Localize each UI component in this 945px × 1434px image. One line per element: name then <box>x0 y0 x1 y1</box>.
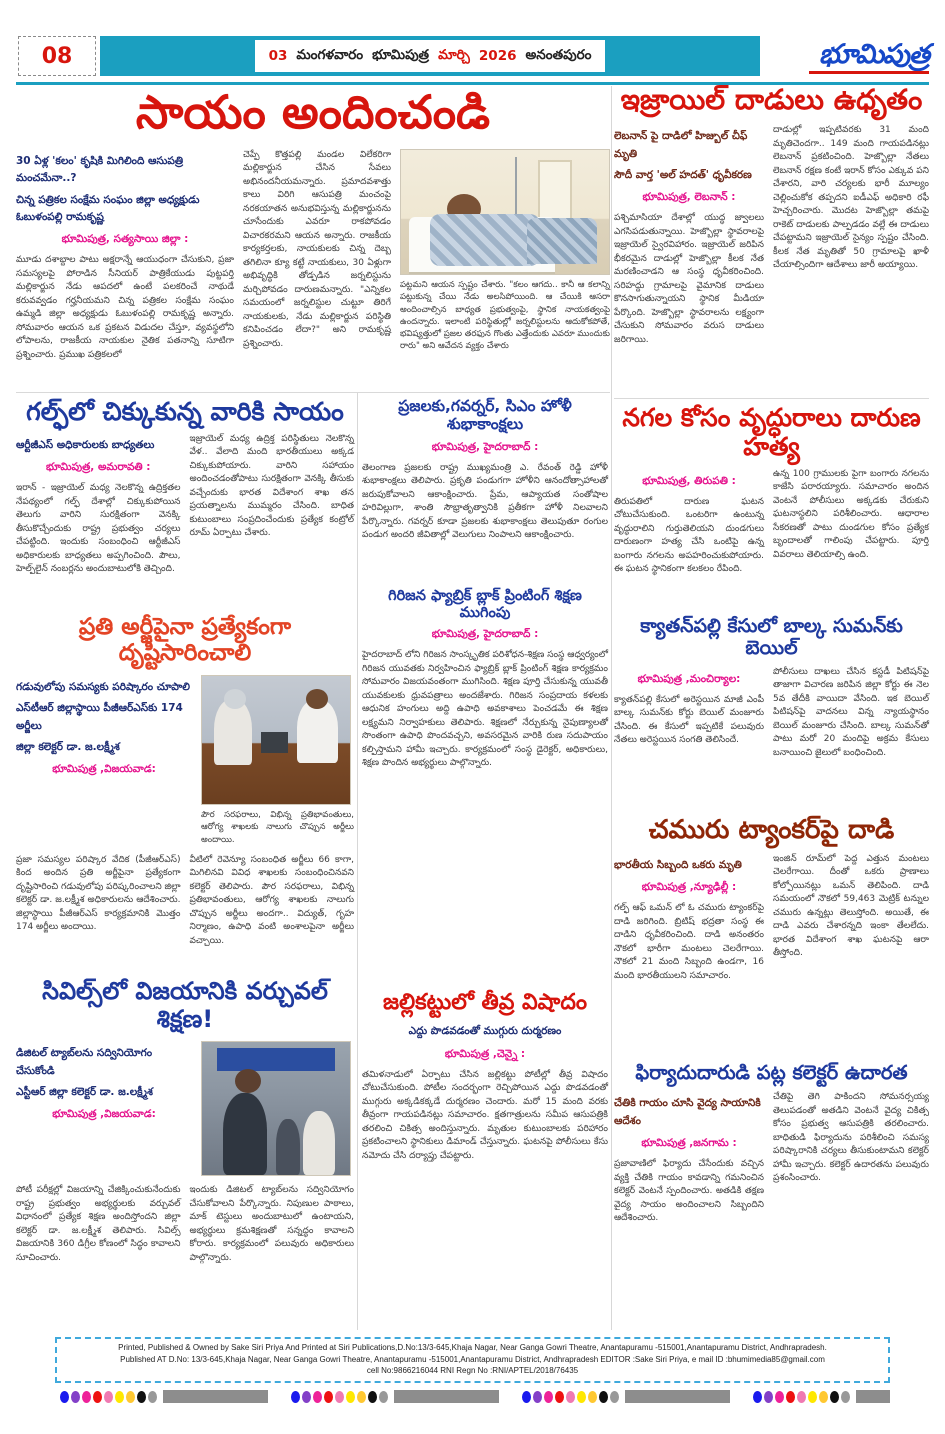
photo-detail <box>235 1069 261 1093</box>
article-civils-virtual-training <box>16 978 354 1328</box>
registration-dot <box>313 1391 322 1403</box>
registration-bar <box>163 1390 268 1403</box>
article-column <box>190 854 355 949</box>
registration-dot <box>82 1391 91 1403</box>
article-subhead: సౌదీ వార్త 'అల్ హదత్' ధృవీకరణ <box>614 168 752 181</box>
article-body: ప్రజా సమస్యల పరిష్కార వేదిక (పీజీఆర్ఎస్) కింద అందిన ప్రతి అర్జీపైనా ప్రత్యేకంగా దృష్టిసారించి గడువులోపు పరిష్కరించాలని జిల్లా కలెక్టర్ డా. జ.లక్ష్మీశ అధికారులను ఆదేశించారు. జిల్లాస్థాయి పీజీఆర్ఎస్ కార్యక్రమానికి మొత్తం 174 అర్జీలు అందాయి. <box>16 854 181 933</box>
photo-detail <box>527 218 597 264</box>
registration-dot <box>599 1391 608 1403</box>
article-body: చేతిపై తెగి పాకిందని సోమనర్సయ్య తెలుపడంతో అతడిని వెంటనే వైద్య చికిత్స కోసం ప్రభుత్వ ఆసుపత్రికి తరలించారు. బాధితుడి ఫిర్యాదును పరిశీలించి సమస్య పరిష్కారానికి చర్యలు తీసుకుంటామని కలెక్టర్ హామీ ఇచ్చారు. కలెక్టర్ ఉదారతను పలువురు ప్రశంసించారు. <box>773 1092 929 1184</box>
photo-detail <box>223 1093 267 1175</box>
registration-dot <box>830 1391 839 1403</box>
imprint-box <box>55 1337 890 1383</box>
hospital-patient-photo <box>400 149 610 275</box>
article-column <box>773 124 929 347</box>
article-body: ఉన్న 100 గ్రాములకు పైగా బంగారు నగలను కాజేసి పరారయ్యారు. సమాచారం అందిన వెంటనే పోలీసులు అక్కడకు చేరుకుని ఘటనాస్థలిని పరిశీలించారు. ఆధారాల సేకరణతో పాటు దుండగుల కోసం ప్రత్యేక బృందాలతో గాలింపు చేపట్టారు. పూర్తి వివరాలు తెలియాల్సి ఉంది. <box>773 468 929 560</box>
article-israel-attacks <box>614 84 929 390</box>
article-tribal-printing-training <box>362 588 608 966</box>
article-body: గల్ఫ్ ఆఫ్ ఒమన్ లో ఓ చమురు ట్యాంకర్‌పై దాడి జరిగింది. బ్రిటిష్ భద్రతా సంస్థ ఈ దాడిని ధృవీకరించింది. దాడి అనంతరం నౌకలో భారీగా మంటలు చెలరేగాయి. నౌకలో 21 మంది సిబ్బంది ఉండగా, 16 మంది భారతీయులని సమాచారం. <box>614 903 764 981</box>
photo-detail <box>430 214 540 266</box>
article-body: పశ్చిమాసియా దేశాల్లో యుద్ధ జ్వాలలు ఎగసిపడుతున్నాయి. హెజ్బొల్లా స్థావరాలపై ఇజ్రాయెల్ స్వైరవిహారం. ఇజ్రాయెల్ జరిపిన భీకరమైన దాడుల్లో హెజ్బొల్లా కీలక నేత మరణించాడని ఆ సంస్థ ధృవీకరించింది. సరిహద్దు గ్రామాలపై వైమానిక దాడులు కొనసాగుతున్నాయని స్థానిక మీడియా పేర్కొంది. హెజ్బొల్లా స్థావరాలను లక్ష్యంగా చేసుకుని సోమవారం వరుస దాడులు జరిగాయి. <box>614 213 764 345</box>
article-headline: సివిల్స్‌లో విజయానికి వర్చువల్ శిక్షణ! <box>42 977 328 1033</box>
article-photo-column <box>400 149 610 362</box>
registration-dot <box>302 1391 311 1403</box>
registration-dot <box>753 1391 762 1403</box>
article-column <box>16 149 234 362</box>
article-column <box>614 666 764 761</box>
article-body: ఇజ్రాయెల్ మధ్య ఉద్రిక్త పరిస్థితులు నెలకొన్న వేళ.. వేలాది మంది భారతీయులు అక్కడ చిక్కుకుపోయారు. వారిని సహాయం అందించడంతోపాటు సురక్షితంగా వెనక్కి తీసుకు వచ్చేందుకు భారత విదేశాంగ శాఖ తన ప్రయత్నాలను ముమ్మరం చేసింది. బాధిత కుటుంబాలు సంప్రదించేందుకు ప్రత్యేక కంట్రోల్ రూమ్ ఏర్పాటు చేశారు. <box>189 433 354 539</box>
registration-dot <box>577 1391 586 1403</box>
logo-text: భూమిపుత్ర <box>819 38 929 70</box>
article-subhead: ఎద్దు పొడవడంతో ముగ్గురు దుర్మరణం <box>408 1025 562 1038</box>
article-headline: సాయం అందించండి <box>135 85 491 139</box>
registration-dot <box>533 1391 542 1403</box>
article-column <box>16 1184 181 1265</box>
photo-detail <box>217 1048 335 1072</box>
registration-dot <box>566 1391 575 1403</box>
dateline-paper-name: భూమిపుత్ర <box>372 46 430 63</box>
article-column <box>190 1184 355 1265</box>
article-body: వీటిలో రెవెన్యూ సంబంధిత అర్జీలు 66 కాగా, మిగిలినవి వివిధ శాఖలకు సంబంధించినవని కలెక్టర్ తెలిపారు. పౌర సరఫరాలు, విభిన్న ప్రతిభావంతులు, ఆరోగ్య శాఖలకు నాలుగు చొప్పున అర్జీలు అందగా.. విద్యుత్, గృహ నిర్మాణం, ఉపాధి వంటి అంశాలపైనా అర్జీలు వచ్చాయి. <box>189 854 354 946</box>
article-column <box>773 1091 929 1225</box>
article-column <box>16 675 192 846</box>
dateline-year: 2026 <box>478 48 517 64</box>
article-subhead: చేతికి గాయం చూసి వైద్య సాయానికి ఆదేశం <box>614 1097 761 1127</box>
article-column <box>773 666 929 761</box>
article-headline: గిరిజన ఫ్యాబ్రిక్ బ్లాక్ ప్రింటింగ్ శిక్షణ ముగింపు <box>388 588 582 621</box>
registration-group <box>753 1390 890 1403</box>
imprint-line: cell No:9866216044 RNI Regn No :RNI/APTEL/2018/76435 <box>366 1366 579 1376</box>
article-byline: భూమిపుత్ర ,చెన్నై : <box>444 1047 526 1060</box>
article-headline: క్యాతన్‌పల్లి కేసులో బాల్క సుమన్‌కు బెయిల్ <box>640 615 903 659</box>
article-body: దాడుల్లో ఇప్పటివరకు 31 మంది మృతిచెందగా.. 149 మంది గాయపడినట్లు లెబనాన్ ప్రకటించింది. హెజ్బొల్లా నేతలు లెబనాన్ రక్షణ కంటే ఇరాన్ కోసం ఎక్కువ పని చేశారని, వారి చర్యలకు భారీ మూల్యం చెల్లించుకోక తప్పదని ఐడీఎఫ్ అధికారి రఫీ హెచ్చరించారు. మొదట హెజ్బొల్లా తమపై రాకెట్ దాడులకు పాల్పడడం వల్లే ఈ దాడులు చేపట్టామని ఇజ్రాయెల్ సైన్యం స్పష్టం చేసింది. కీలక నేత మృతితో 50 గ్రామాలపై ఖాళీ చేయాల్సిందిగా ఆదేశాలు జారీ అయ్యాయి. <box>773 125 929 271</box>
dateline-day: 03 <box>268 48 288 64</box>
registration-dot <box>335 1391 344 1403</box>
article-column <box>614 1091 764 1225</box>
article-holi-wishes <box>362 398 608 580</box>
registration-dot <box>104 1391 113 1403</box>
registration-dot <box>764 1391 773 1403</box>
article-gulf-help <box>16 398 354 608</box>
article-column <box>243 149 391 362</box>
article-byline: భూమిపుత్ర, తిరుపతి : <box>642 474 736 487</box>
registration-dot <box>346 1391 355 1403</box>
article-body: ఇరాన్ - ఇజ్రాయెల్ మధ్య నెలకొన్న ఉద్రిక్తతల నేపథ్యంలో గల్ఫ్ దేశాల్లో చిక్కుకుపోయిన తెలుగు వారిని సురక్షితంగా వెనక్కి తీసుకొచ్చేందుకు రాష్ట్ర ప్రభుత్వం చర్యలు చేపట్టింది. ఇందుకు సంబంధించి ఆర్టీజీఎస్ అధికారులకు బాధ్యతలు అప్పగించింది. పౌలు, హెల్ప్‌లైన్ నంబర్లను అందుబాటులోకి తెచ్చింది. <box>16 483 181 575</box>
article-byline: భూమిపుత్ర ,జనగామ : <box>641 1137 737 1150</box>
article-body: మూడు దశాబ్దాల పాటు అక్షరాన్నే ఆయుధంగా చేసుకుని, ప్రజా సమస్యలపై పోరాడిన సీనియర్ పాత్రికేయుడు పుట్టపర్తి మల్లికార్జున నేడు ఆపదలో ఉంటే పలకరించే నాథుడే కరువవ్వడం గర్హనీయమని చిన్న పత్రికల సంక్షేమ సంఘం ఉమ్మడి జిల్లా అధ్యక్షుడు ఓబుళంపల్లి రామకృష్ణ అన్నారు. సోమవారం ఆయన ఒక ప్రకటన విడుదల చేస్తూ, వ్యవస్థలోని లోపాలను, రాజకీయ నాయకుల నైతిక పతనాన్ని సూటిగా ప్రశ్నించారు. ప్రముఖ పత్రికలలో <box>16 255 234 360</box>
registration-bar <box>856 1390 890 1403</box>
article-body: పోటీ పరీక్షల్లో విజయాన్ని చేజిక్కించుకునేందుకు రాష్ట్ర ప్రభుత్వం అభ్యర్థులకు వర్చువల్ విధానంలో ప్రత్యేక శిక్షణ అందిస్తోందని జిల్లా కలెక్టర్ డా. జ.లక్ష్మీశ తెలిపారు. సివిల్స్ విజయానికి 360 డిగ్రీల కోణంలో సిద్ధం కావాలని సూచించారు. <box>16 1185 181 1263</box>
article-photo-column <box>201 1041 354 1176</box>
registration-dot <box>555 1391 564 1403</box>
registration-dot <box>126 1391 135 1403</box>
article-subhead: లెబనాన్ పై దాడిలో హిజ్బుల్ చీఫ్ మృతి <box>614 130 748 160</box>
photo-detail <box>261 732 288 752</box>
article-byline: భూమిపుత్ర ,విజయవాడ: <box>52 763 156 776</box>
photo-detail <box>306 689 328 709</box>
article-byline: భూమిపుత్ర, అమరావతి : <box>45 461 151 474</box>
article-byline: భూమిపుత్ర, సత్యసాయి జిల్లా : <box>61 233 189 246</box>
registration-dot <box>115 1391 124 1403</box>
imprint-line: Printed, Published & Owned by Sake Siri Priya And Printed at Siri Publications,D.No:13/3-645,Khaja Nagar, Near Ganga Gowri Theatre, Anantapuramu -515001,Anantapuramu District, Andhrapradesh. <box>118 1342 827 1352</box>
registration-dot <box>291 1391 300 1403</box>
article-subhead: ఎస్‌టీఆర్ జిల్లాస్థాయి పీజీఆర్ఎస్‌కు 174 అర్జీలు <box>16 702 183 732</box>
article-body: పోలీసులు దాఖలు చేసిన కస్టడీ పిటిషన్‌పై తాజాగా విచారణ జరిపిన జిల్లా కోర్టు ఈ నెల 5వ తేదీకి వాయిదా వేసింది. ఇక బెయిల్ పిటిషన్‌పై వాదనలు విన్న న్యాయస్థానం బెయిల్ మంజూరు చేసింది. బాల్క సుమన్‌తో పాటు మరో 20 మందిపై అక్రమ కేసులు బనాయించి జైలులో బంధించింది. <box>773 666 929 758</box>
article-elderly-murder <box>614 404 929 606</box>
article-column <box>614 468 764 577</box>
dateline-month: మార్చి <box>438 46 470 63</box>
page-number: 08 <box>18 36 96 76</box>
photo-detail <box>276 1119 300 1175</box>
registration-dot <box>60 1391 69 1403</box>
registration-bar <box>394 1390 499 1403</box>
article-headline: ప్రజలకు,గవర్నర్, సిఎం హోళీ శుభాకాంక్షలు <box>398 397 572 433</box>
article-column <box>614 853 764 983</box>
article-body: తెలంగాణ ప్రజలకు రాష్ట్ర ముఖ్యమంత్రి ఎ. రేవంత్ రెడ్డి హోళీ శుభాకాంక్షలు తెలిపారు. ప్రకృతి పండుగగా హోళీని ఆనందోత్సాహాలతో జరుపుకోవాలని ఆకాంక్షించారు. ప్రేమ, ఆప్యాయత సంతోషాల హరివిల్లుగా, శాంతి సౌభ్రాతృత్వానికి ప్రతీకగా హోళీ నిలవాలని పేర్కొన్నారు. గవర్నర్ కూడా ప్రజలకు శుభాకాంక్షలు తెలుపుతూ రంగుల పండుగ అందరి జీవితాల్లో వెలుగులు నింపాలని ఆకాంక్షించారు. <box>362 462 608 541</box>
registration-group <box>522 1390 730 1403</box>
registration-dot <box>522 1391 531 1403</box>
article-body: ప్రజావాణిలో ఫిర్యాదు చేసేందుకు వచ్చిన వ్యక్తి చేతికి గాయం కావడాన్ని గమనించిన కలెక్టర్ వెంటనే స్పందించారు. అతడికి తక్షణ వైద్య సాయం అందించాలని సిబ్బందిని ఆదేశించారు. <box>614 1159 764 1224</box>
article-column <box>16 1041 192 1176</box>
article-body: తమిళనాడులో ఏర్పాటు చేసిన జల్లికట్టు పోటీల్లో తీవ్ర విషాదం చోటుచేసుకుంది. పోటీల సందర్భంగా రెచ్చిపోయిన ఎద్దు పొడవడంతో ముగ్గురు అక్కడికక్కడే దుర్మరణం చెందారు. మరో 15 మంది వరకు తీవ్రంగా గాయపడినట్లు సమాచారం. క్షతగాత్రులను సమీప ఆసుపత్రికి తరలించి చికిత్స అందిస్తున్నారు. మృతుల కుటుంబాలకు పరిహారం ప్రకటించాలని స్థానికులు డిమాండ్ చేస్తున్నారు. ఘటనపై పోలీసులు కేసు నమోదు చేసి దర్యాప్తు చేపట్టారు. <box>362 1069 608 1161</box>
training-hall-photo <box>201 1041 351 1176</box>
column-divider <box>357 392 358 1330</box>
registration-dot <box>588 1391 597 1403</box>
registration-dot <box>775 1391 784 1403</box>
registration-dot <box>841 1391 850 1403</box>
article-body: ఇందుకు డిజిటల్ ట్యాబ్‌లను సద్వినియోగం చేసుకోవాలని పేర్కొన్నారు. నిపుణుల పాఠాలు, మాక్ టెస్టులు అందుబాటులో ఉంటాయని, అభ్యర్థులు క్రమశిక్షణతో సన్నద్ధం కావాలని కోరారు. కార్యక్రమంలో పలువురు అధికారులు పాల్గొన్నారు. <box>189 1185 354 1263</box>
registration-dot <box>93 1391 102 1403</box>
registration-dot <box>819 1391 828 1403</box>
article-subhead: గడువులోపు సమస్యకు పరిష్కారం చూపాలి <box>16 680 190 693</box>
collector-meeting-photo <box>201 675 351 805</box>
article-column <box>16 854 181 949</box>
article-headline: ప్రతి అర్జీపైనా ప్రత్యేకంగా దృష్టిసారించాలి <box>78 614 292 667</box>
article-byline: భూమిపుత్ర, హైదరాబాద్ : <box>431 440 539 453</box>
article-suman-bail <box>614 616 929 810</box>
article-column <box>773 853 929 983</box>
dateline-weekday: మంగళవారం <box>296 46 364 63</box>
registration-dot <box>357 1391 366 1403</box>
section-rule <box>16 392 610 393</box>
article-body: హైదరాబాద్ లోని గిరిజన సాంస్కృతిక పరిశోధన-శిక్షణ సంస్థ ఆధ్వర్యంలో గిరిజన యువతకు నిర్వహించిన ఫ్యాబ్రిక్ బ్లాక్ ప్రింటింగ్ శిక్షణ కార్యక్రమం సోమవారం విజయవంతంగా ముగిసింది. శిక్షణ పూర్తి చేసుకున్న యువతీ యువకులకు ధ్రువపత్రాలు అందజేశారు. గిరిజన సంప్రదాయ కళలకు ఆధునిక హంగులు అద్ది ఉపాధి అవకాశాలు పెంచడమే ఈ శిక్షణ లక్ష్యమని నిర్వాహకులు తెలిపారు. శిక్షణలో నేర్చుకున్న నైపుణ్యాలతో సొంతంగా ఉపాధి పొందవచ్చని, అవసరమైన వారికి రుణ సదుపాయం కల్పిస్తామని హామీ ఇచ్చారు. కార్యక్రమంలో సంస్థ డైరెక్టర్, అధికారులు, శిక్షణ పొందిన అభ్యర్థులు పాల్గొన్నారు. <box>362 650 608 769</box>
article-headline: జల్లికట్టులో తీవ్ర విషాదం <box>382 990 588 1015</box>
registration-dot <box>71 1391 80 1403</box>
logo-underline <box>809 71 929 74</box>
photo-detail <box>303 1111 336 1175</box>
article-headline: ఫిర్యాదుదారుడి పట్ల కలెక్టర్ ఉదారత <box>635 1061 908 1084</box>
registration-dot <box>379 1391 388 1403</box>
article-headline: ఇజ్రాయిల్ దాడులు ఉధృతం <box>620 83 923 116</box>
article-column <box>614 124 764 347</box>
registration-group <box>60 1390 268 1403</box>
masthead-bar <box>100 36 760 76</box>
article-subhead: భారతీయ సిబ్బంది ఒకరు మృతి <box>614 858 742 871</box>
article-byline: భూమిపుత్ర, లెబనాన్ : <box>642 191 736 204</box>
article-oil-tanker-attack <box>614 816 929 1056</box>
registration-group <box>291 1390 499 1403</box>
article-byline: భూమిపుత్ర ,మంచిర్యాల: <box>637 672 741 685</box>
article-headline: గల్ఫ్‌లో చిక్కుకున్న వారికి సాయం <box>26 397 344 426</box>
article-byline: భూమిపుత్ర, హైదరాబాద్ : <box>431 628 539 641</box>
article-column <box>190 433 355 577</box>
registration-dot <box>808 1391 817 1403</box>
article-subhead: 30 ఏళ్ల 'కలం' కృషికి మిగిలింది ఆసుపత్రి మంచమేనా..? <box>16 154 184 185</box>
photo-detail <box>515 157 517 219</box>
article-byline: భూమిపుత్ర ,విజయవాడ: <box>52 1108 156 1121</box>
registration-dot <box>324 1391 333 1403</box>
article-body: తిరుపతిలో దారుణ ఘటన చోటుచేసుకుంది. ఒంటరిగా ఉంటున్న వృద్ధురాలిని గుర్తుతెలియని దుండగులు దారుణంగా హత్య చేసి ఒంటిపై ఉన్న బంగారు నగలను అపహరించుకుపోయారు. ఈ ఘటన స్థానికంగా కలకలం రేపింది. <box>614 496 764 574</box>
registration-dot <box>786 1391 795 1403</box>
article-photo-column <box>201 675 354 846</box>
article-column <box>16 433 181 577</box>
article-collector-kindness <box>614 1062 929 1328</box>
registration-dot <box>137 1391 146 1403</box>
photo-caption: పౌర సరఫరాలు, విభిన్న ప్రతిభావంతులు, ఆరోగ్య శాఖలకు నాలుగు చొప్పున అర్జీలు అందాయి. <box>201 809 354 845</box>
article-byline: భూమిపుత్ర ,న్యూఢిల్లీ : <box>641 881 737 894</box>
article-pgrs-petitions <box>16 614 354 966</box>
article-subhead: ఎస్టీఆర్ జిల్లా కలెక్టర్ డా. జ.లక్ష్మీశ <box>16 1085 153 1098</box>
column-divider <box>611 86 612 1330</box>
print-registration-marks <box>60 1390 890 1403</box>
registration-dot <box>148 1391 157 1403</box>
newspaper-logo <box>771 34 929 80</box>
registration-dot <box>797 1391 806 1403</box>
photo-caption: పట్టమని ఆయన స్పష్టం చేశారు. "కలం ఆగదు.. కానీ ఆ కలాన్ని పట్టుకున్న చేయి నేడు అలసిపోయింది. ఆ చేయికి ఆసరా అందించాల్సిన బాధ్యత ప్రభుత్వంపై, స్థానిక నాయకత్వంపై ఉందన్నారు. ఇలాంటి పరిస్థితుల్లో జర్నలిస్టులను ఆదుకోకపోతే, భవిష్యత్తులో ప్రజల తరఫున గొంతు ఎత్తేందుకు ఎవరూ ముందుకు రారు" అని ఆవేదన వ్యక్తం చేశారు <box>400 279 610 352</box>
article-body: ఇంజిన్ రూమ్‌లో పెద్ద ఎత్తున మంటలు చెలరేగాయి. దీంతో ఒకరు ప్రాణాలు కోల్పోయినట్లు ఒమన్ తెలిపింది. దాడి సమయంలో నౌకలో 59,463 మెట్రిక్ టన్నుల చమురు ఉన్నట్లు తెలుస్తోంది. అయితే, ఈ దాడి ఎవరు చేశారన్నది ఇంకా తేలలేదు. భారత విదేశాంగ శాఖ ఘటనపై ఆరా తీస్తోంది. <box>773 853 929 959</box>
registration-dot <box>368 1391 377 1403</box>
registration-dot <box>610 1391 619 1403</box>
article-body: చెప్పే కొత్తపల్లి మండల విలేకరిగా మల్లికార్జున చేసిన సేవలు అభినందనీయమన్నారు. ప్రమాదవశాత్తు కాలు విరిగి ఆసుపత్రి మంచంపై నరకయాతన అనుభవిస్తున్న మల్లికార్జునను చూసేందుకు ఎవరూ రాకపోవడం విచారకరమని ఆయన అన్నారు. రాజకీయ కార్యకర్తలకు, నాయకులకు చిన్న దెబ్బ తగిలినా క్యూ కట్టే నాయకులు, 30 ఏళ్లుగా అభివృద్ధికి తోడ్పడిన జర్నలిస్టును మర్చిపోవడం దారుణమన్నారు. "ఎన్నికల సమయంలో జర్నలిస్టుల చుట్టూ తిరిగే నాయకులకు, నేడు మల్లికార్జున పరిస్థితి కనిపించడం లేదా?" అని రామకృష్ణ ప్రశ్నించారు. <box>243 149 391 349</box>
article-subhead: చిన్న పత్రికల సంక్షేమ సంఘం జిల్లా అధ్యక్షుడు ఓబుళంపల్లి రామకృష్ణ <box>16 193 200 223</box>
section-rule <box>614 398 929 399</box>
article-headline: చమురు ట్యాంకర్‌పై దాడి <box>648 815 895 845</box>
article-subhead: డిజిటల్ ట్యాబ్‌లను సద్వినియోగం చేసుకోండి <box>16 1047 153 1077</box>
article-body: క్యాతన్‌పల్లి కేసులో అరెస్టయిన మాజీ ఎంపీ బాల్క సుమన్‌కు కోర్టు బెయిల్ మంజూరు చేసింది. ఈ కేసులో ఇప్పటికే పలువురు నేతలు అరెస్టయిన సంగతి తెలిసిందే. <box>614 694 764 746</box>
article-column <box>773 468 929 577</box>
article-subhead: జిల్లా కలెక్టర్ డా. జ.లక్ష్మీశ <box>16 740 120 753</box>
article-jallikattu-tragedy <box>362 990 608 1328</box>
article-subhead: ఆర్టీజీఎస్ అధికారులకు బాధ్యతలు <box>16 438 155 451</box>
article-headline: నగల కోసం వృద్ధురాలు దారుణ హత్య <box>622 403 921 461</box>
registration-dot <box>544 1391 553 1403</box>
article-help-journalist <box>16 86 610 390</box>
dateline-city: అనంతపురం <box>525 46 592 63</box>
imprint-line: Published AT D.No: 13/3-645,Khaja Nagar, Near Ganga Gowri Theatre, Anantapuramu -515001,Anantapuramu District, Andhrapradesh EDITOR :Sake Siri Priya, e mail ID :bhumimedia85@gmail.com <box>120 1354 825 1364</box>
dateline <box>255 40 606 72</box>
registration-bar <box>625 1390 730 1403</box>
